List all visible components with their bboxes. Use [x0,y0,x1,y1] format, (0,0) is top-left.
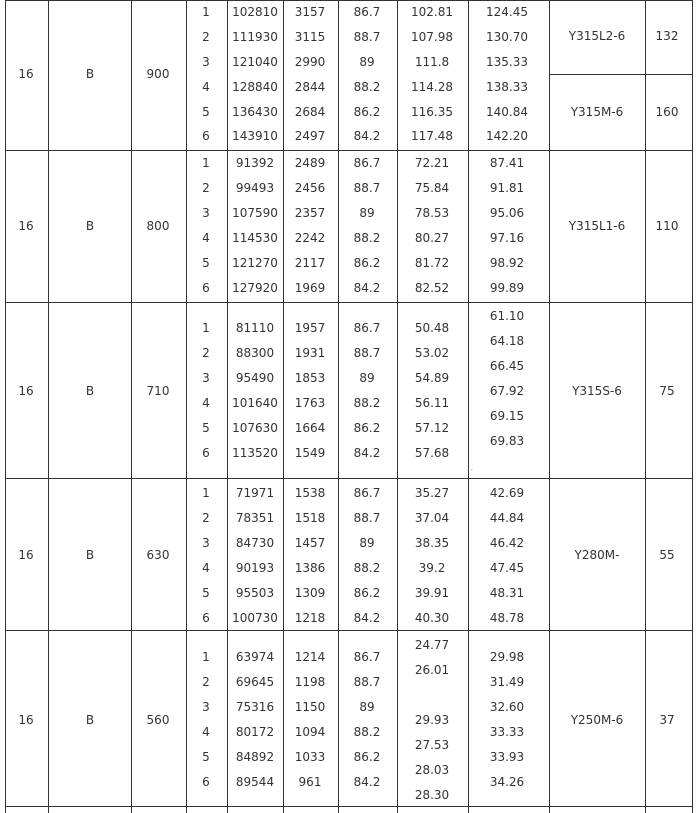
cell-col3: 630 [146,548,170,562]
grid-line [549,0,550,813]
grid-line [5,630,693,631]
cell-value-a: 91392 [235,156,275,170]
cell-value-b: 1214 [294,650,326,664]
grid-line [338,0,339,813]
cell-efficiency: 89 [359,55,375,69]
cell-efficiency: 86.7 [353,486,381,500]
cell-value-a: 127920 [232,281,278,295]
cell-value-b: 1094 [294,725,326,739]
cell-value-b: 1763 [294,396,326,410]
cell-value-b: 961 [298,775,322,789]
cell-value-p1: 57.12 [414,421,450,435]
cell-value-a: 88300 [235,346,275,360]
cell-efficiency: 88.2 [353,561,381,575]
cell-no: 2 [202,511,210,525]
cell-col3: 900 [146,67,170,81]
cell-efficiency: 89 [359,536,375,550]
cell-no: 3 [202,206,210,220]
cell-value-p2: 91.81 [489,181,525,195]
cell-power: 55 [659,548,675,562]
cell-value-p1: 28.03 [414,763,450,777]
cell-value-p1: 24.77 [414,638,450,652]
cell-value-p2: 97.16 [489,231,525,245]
cell-efficiency: 84.2 [353,129,381,143]
cell-power: 160 [655,105,679,119]
cell-efficiency: 89 [359,206,375,220]
cell-value-p2: 99.89 [489,281,525,295]
cell-efficiency: 84.2 [353,281,381,295]
cell-value-p2: 48.31 [489,586,525,600]
cell-value-p2: 142.20 [486,129,528,143]
cell-value-b: 1664 [294,421,326,435]
cell-no: 4 [202,725,210,739]
cell-value-p1: 54.89 [414,371,450,385]
cell-value-p1: 28.30 [414,788,450,802]
cell-value-b: 1309 [294,586,326,600]
cell-value-a: 143910 [232,129,278,143]
cell-value-p2: 42.69 [489,486,525,500]
cell-value-p2: 48.78 [489,611,525,625]
cell-value-p1: 75.84 [414,181,450,195]
cell-value-a: 84892 [235,750,275,764]
cell-no: 3 [202,371,210,385]
cell-value-a: 81110 [235,321,275,335]
cell-col2: B [85,219,95,233]
stray-mark: , , [467,465,473,472]
cell-value-p2: 32.60 [489,700,525,714]
cell-no: 1 [202,650,210,664]
cell-value-a: 69645 [235,675,275,689]
cell-value-a: 75316 [235,700,275,714]
cell-value-p1: 26.01 [414,663,450,677]
cell-value-p2: 31.49 [489,675,525,689]
cell-motor: Y315S-6 [572,384,622,398]
cell-value-a: 107630 [232,421,278,435]
cell-value-p2: 135.33 [486,55,528,69]
cell-value-p1: 111.8 [414,55,450,69]
grid-line [283,0,284,813]
cell-value-p2: 47.45 [489,561,525,575]
cell-value-p1: 102.81 [411,5,453,19]
cell-value-p1: 50.48 [414,321,450,335]
cell-no: 4 [202,231,210,245]
cell-value-a: 121040 [232,55,278,69]
cell-value-p1: 107.98 [411,30,453,44]
cell-motor: Y315L1-6 [568,219,626,233]
cell-no: 5 [202,256,210,270]
grid-line [5,150,693,151]
cell-value-p1: 78.53 [414,206,450,220]
cell-value-a: 80172 [235,725,275,739]
grid-line [549,74,693,75]
cell-col2: B [85,384,95,398]
cell-value-b: 2684 [294,105,326,119]
grid-line [5,302,693,303]
cell-value-p2: 44.84 [489,511,525,525]
cell-value-a: 95490 [235,371,275,385]
cell-value-a: 71971 [235,486,275,500]
cell-col3: 710 [146,384,170,398]
cell-value-p2: 69.83 [489,434,525,448]
cell-value-a: 99493 [235,181,275,195]
cell-no: 3 [202,700,210,714]
cell-col1: 16 [18,384,34,398]
grid-line [227,0,228,813]
grid-line [5,0,6,813]
grid-line [692,0,693,813]
cell-efficiency: 88.2 [353,396,381,410]
cell-efficiency: 84.2 [353,446,381,460]
cell-value-b: 2844 [294,80,326,94]
cell-no: 1 [202,156,210,170]
cell-no: 2 [202,181,210,195]
cell-no: 5 [202,105,210,119]
cell-no: 1 [202,486,210,500]
cell-efficiency: 86.2 [353,421,381,435]
cell-col3: 560 [146,713,170,727]
cell-value-a: 90193 [235,561,275,575]
cell-value-b: 3157 [294,5,326,19]
cell-value-b: 2117 [294,256,326,270]
cell-no: 2 [202,346,210,360]
cell-efficiency: 89 [359,700,375,714]
cell-no: 6 [202,775,210,789]
cell-value-p1: 117.48 [411,129,453,143]
cell-col1: 16 [18,219,34,233]
cell-value-b: 1218 [294,611,326,625]
cell-value-p1: 37.04 [414,511,450,525]
cell-value-p2: 95.06 [489,206,525,220]
cell-value-p1: 27.53 [414,738,450,752]
cell-power: 37 [659,713,675,727]
cell-col1: 16 [18,67,34,81]
cell-value-a: 84730 [235,536,275,550]
grid-line [186,0,187,813]
cell-value-p1: 57.68 [414,446,450,460]
cell-value-b: 1931 [294,346,326,360]
cell-value-b: 2456 [294,181,326,195]
cell-no: 6 [202,129,210,143]
cell-no: 5 [202,586,210,600]
cell-value-a: 78351 [235,511,275,525]
cell-value-p2: 138.33 [486,80,528,94]
grid-line [48,0,49,813]
cell-power: 110 [655,219,679,233]
cell-col2: B [85,548,95,562]
cell-no: 5 [202,750,210,764]
cell-value-p2: 98.92 [489,256,525,270]
cell-value-b: 1518 [294,511,326,525]
cell-value-p2: 124.45 [486,5,528,19]
cell-power: 132 [655,29,679,43]
cell-efficiency: 86.2 [353,256,381,270]
cell-efficiency: 88.7 [353,30,381,44]
cell-value-p2: 64.18 [489,334,525,348]
cell-efficiency: 88.7 [353,511,381,525]
cell-value-b: 3115 [294,30,326,44]
cell-power: 75 [659,384,675,398]
cell-value-a: 101640 [232,396,278,410]
cell-no: 6 [202,611,210,625]
cell-value-a: 63974 [235,650,275,664]
cell-value-a: 107590 [232,206,278,220]
cell-efficiency: 84.2 [353,775,381,789]
cell-value-p2: 46.42 [489,536,525,550]
cell-motor: Y250M-6 [570,713,624,727]
cell-no: 5 [202,421,210,435]
cell-col1: 16 [18,713,34,727]
cell-motor: Y280M- [574,548,620,562]
cell-no: 3 [202,536,210,550]
cell-value-p2: 130.70 [486,30,528,44]
cell-motor: Y315M-6 [570,105,624,119]
cell-value-p2: 87.41 [489,156,525,170]
cell-value-b: 2357 [294,206,326,220]
cell-value-p2: 66.45 [489,359,525,373]
grid-line [468,0,469,813]
cell-efficiency: 89 [359,371,375,385]
cell-value-p1: 82.52 [414,281,450,295]
cell-no: 4 [202,80,210,94]
cell-no: 1 [202,321,210,335]
cell-value-a: 100730 [232,611,278,625]
cell-value-b: 2497 [294,129,326,143]
cell-value-p1: 53.02 [414,346,450,360]
cell-no: 2 [202,675,210,689]
cell-value-b: 1033 [294,750,326,764]
grid-line [5,0,693,1]
cell-value-p2: 61.10 [489,309,525,323]
cell-efficiency: 88.2 [353,80,381,94]
cell-value-b: 1457 [294,536,326,550]
cell-value-p1: 39.91 [414,586,450,600]
cell-efficiency: 86.2 [353,586,381,600]
cell-efficiency: 88.2 [353,725,381,739]
cell-no: 4 [202,561,210,575]
cell-value-b: 1969 [294,281,326,295]
cell-value-a: 136430 [232,105,278,119]
cell-no: 6 [202,281,210,295]
cell-value-b: 1386 [294,561,326,575]
cell-value-a: 111930 [232,30,278,44]
cell-value-p1: 80.27 [414,231,450,245]
cell-value-b: 1957 [294,321,326,335]
cell-efficiency: 86.7 [353,5,381,19]
cell-value-b: 1150 [294,700,326,714]
cell-value-b: 1853 [294,371,326,385]
cell-value-p1: 35.27 [414,486,450,500]
cell-no: 3 [202,55,210,69]
cell-efficiency: 88.7 [353,181,381,195]
cell-value-b: 2489 [294,156,326,170]
cell-value-p2: 67.92 [489,384,525,398]
cell-value-a: 113520 [232,446,278,460]
cell-value-p1: 29.93 [414,713,450,727]
grid-line [397,0,398,813]
cell-efficiency: 86.2 [353,750,381,764]
cell-value-p1: 72.21 [414,156,450,170]
cell-no: 1 [202,5,210,19]
cell-col2: B [85,67,95,81]
cell-col2: B [85,713,95,727]
cell-value-p1: 116.35 [411,105,453,119]
cell-value-p2: 33.93 [489,750,525,764]
grid-line [5,806,693,807]
grid-line [5,478,693,479]
grid-line [645,0,646,813]
cell-value-a: 121270 [232,256,278,270]
cell-col3: 800 [146,219,170,233]
cell-value-a: 114530 [232,231,278,245]
cell-no: 2 [202,30,210,44]
cell-no: 6 [202,446,210,460]
cell-efficiency: 86.7 [353,650,381,664]
cell-value-a: 95503 [235,586,275,600]
cell-value-p2: 140.84 [486,105,528,119]
cell-value-a: 128840 [232,80,278,94]
cell-value-p1: 81.72 [414,256,450,270]
cell-col1: 16 [18,548,34,562]
cell-efficiency: 88.7 [353,675,381,689]
cell-efficiency: 88.7 [353,346,381,360]
cell-value-p1: 40.30 [414,611,450,625]
cell-value-p2: 34.26 [489,775,525,789]
cell-value-b: 1549 [294,446,326,460]
grid-line [131,0,132,813]
cell-value-b: 2990 [294,55,326,69]
cell-value-p1: 38.35 [414,536,450,550]
cell-value-b: 1198 [294,675,326,689]
cell-efficiency: 86.7 [353,156,381,170]
cell-value-p1: 56.11 [414,396,450,410]
cell-efficiency: 86.7 [353,321,381,335]
cell-value-a: 102810 [232,5,278,19]
cell-efficiency: 84.2 [353,611,381,625]
cell-no: 4 [202,396,210,410]
cell-value-p2: 33.33 [489,725,525,739]
cell-motor: Y315L2-6 [568,29,626,43]
cell-value-b: 1538 [294,486,326,500]
cell-efficiency: 86.2 [353,105,381,119]
cell-efficiency: 88.2 [353,231,381,245]
cell-value-p1: 39.2 [418,561,446,575]
cell-value-p2: 29.98 [489,650,525,664]
cell-value-a: 89544 [235,775,275,789]
cell-value-b: 2242 [294,231,326,245]
cell-value-p1: 114.28 [411,80,453,94]
cell-value-p2: 69.15 [489,409,525,423]
